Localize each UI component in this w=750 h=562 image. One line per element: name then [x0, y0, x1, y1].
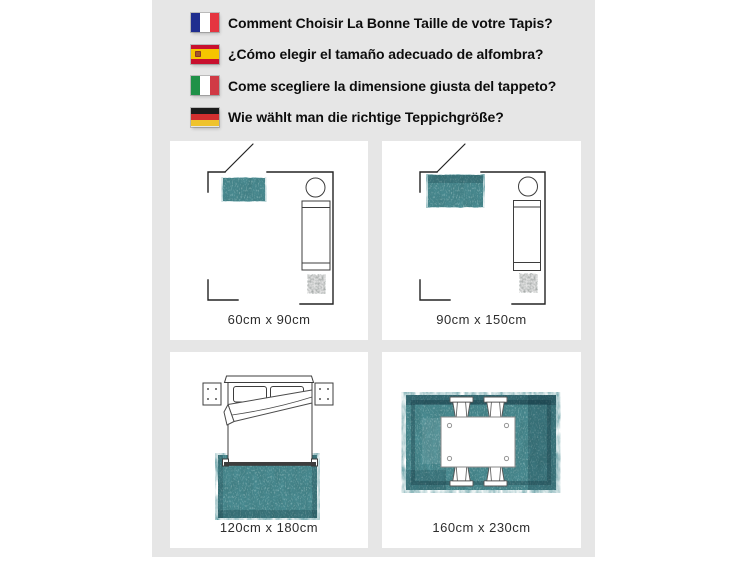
size-label: 160cm x 230cm	[432, 520, 531, 535]
question-text-german: Wie wählt man die richtige Teppichgröße?	[228, 109, 504, 125]
plant	[308, 275, 325, 293]
dining-table	[441, 417, 515, 467]
question-text-italian: Come scegliere la dimensione giusta del tappeto?	[228, 77, 557, 94]
bed-on-rug-diagram	[170, 352, 368, 522]
question-row-italian	[191, 76, 556, 95]
question-row-german	[191, 108, 556, 127]
rug-size-guide-infographic	[152, 0, 595, 557]
plant	[520, 274, 537, 292]
rug	[223, 178, 265, 201]
floorplan-medium-rug-diagram	[382, 141, 581, 311]
italy-flag-icon	[191, 76, 219, 95]
question-text-french: Comment Choisir La Bonne Taille de votre Tapis?	[228, 14, 553, 31]
question-row-french	[191, 13, 556, 32]
nightstand-left	[203, 383, 221, 405]
door-swing	[225, 144, 253, 172]
question-text-spanish: ¿Cómo elegir el tamaño adecuado de alfombra?	[228, 46, 544, 62]
card-160x230	[382, 352, 581, 548]
question-row-spanish	[191, 45, 556, 64]
france-flag-icon	[191, 13, 219, 32]
bed	[514, 201, 541, 271]
bed	[302, 201, 330, 270]
floorplan-small-rug-diagram	[170, 141, 368, 311]
door-swing	[437, 144, 465, 172]
spain-flag-icon	[191, 45, 219, 64]
header	[191, 13, 556, 127]
headboard	[225, 376, 314, 383]
nightstand-right	[315, 383, 333, 405]
side-table	[519, 177, 538, 196]
rug	[428, 175, 483, 207]
card-120x180	[170, 352, 368, 548]
size-label: 90cm x 150cm	[436, 312, 527, 327]
card-90x150	[382, 141, 581, 340]
dining-table-on-rug-diagram	[382, 352, 581, 522]
germany-flag-icon	[191, 108, 219, 127]
size-label: 120cm x 180cm	[219, 520, 319, 535]
size-label: 60cm x 90cm	[227, 312, 311, 327]
side-table	[306, 178, 325, 197]
card-60x90	[170, 141, 368, 340]
